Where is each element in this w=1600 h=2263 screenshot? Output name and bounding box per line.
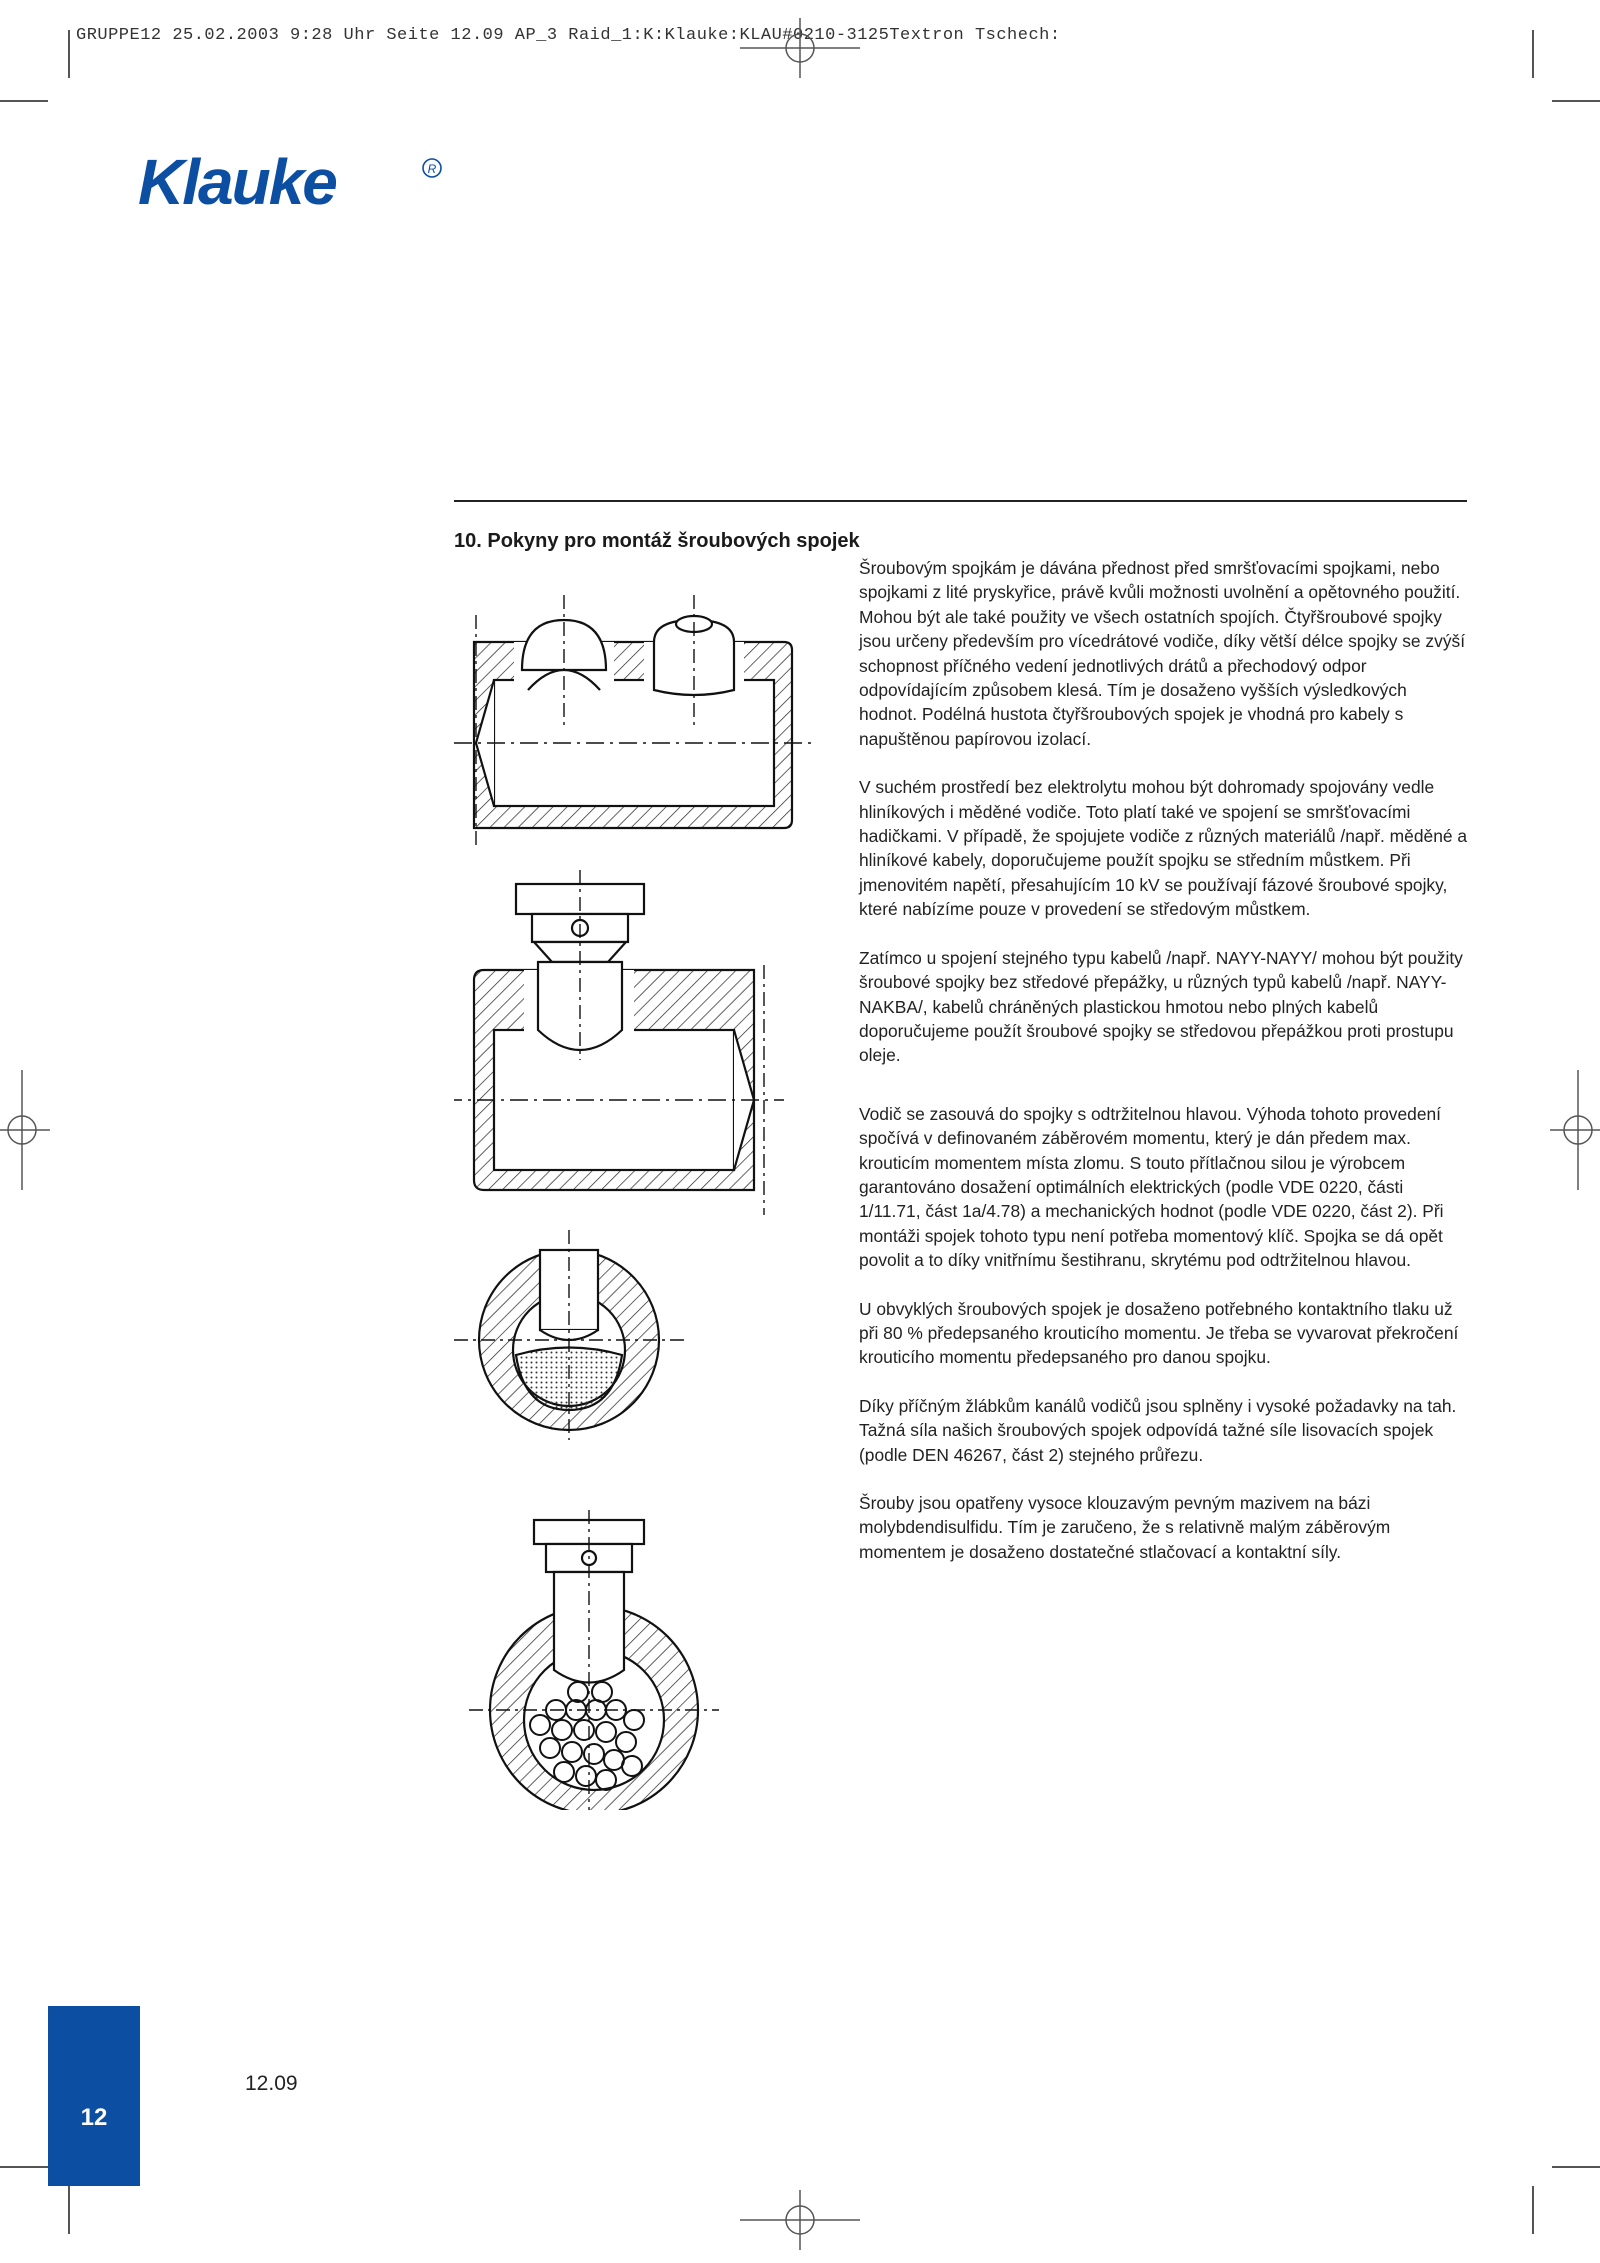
connector-side-view-2 — [454, 870, 784, 1215]
logo-wordmark: Klauke — [138, 148, 336, 218]
paragraph: Šroubovým spojkám je dávána přednost před smršťovacími spojkami, nebo spojkami z lité pryskyřice, právě kvůli možnosti uvolnění a opětovného použití. Mohou být ale také použity ve všech ostatních spojích. Čtyřšroubové spojky jsou určeny především pro vícedrátové vodiče, díky větší délce spojky se zvýší schopnost příčného vedení jednotlivých drátů a přechodový odpor odpovídajícím způsobem klesá. Tím je dosaženo vyšších výsledkových hodnot. Podélná hustota čtyřšroubových spojek je vhodná pro kabely s napuštěnou papírovou izolací. — [859, 558, 1466, 749]
crop-mark — [1552, 2166, 1600, 2168]
footer-code: 12.09 — [245, 2072, 298, 2095]
connector-side-view-1 — [454, 595, 814, 850]
registration-mark-top — [740, 18, 860, 78]
crop-mark — [1552, 100, 1600, 102]
crop-mark — [68, 30, 70, 78]
registration-mark-right — [1550, 1070, 1600, 1190]
section-title: 10. Pokyny pro montáž šroubových spojek — [454, 530, 860, 552]
section-rule — [454, 500, 1467, 502]
paragraph: Šrouby jsou opatřeny vysoce klouzavým pevným mazivem na bázi molybdendisulfidu. Tím je zaručeno, že s relativně malým záběrovým momentem je dosaženo dostatečné stlačovací a kontaktní síly. — [859, 1493, 1391, 1562]
technical-drawings — [454, 580, 814, 1810]
connector-cross-section-stranded — [469, 1510, 719, 1810]
crop-mark — [1532, 30, 1534, 78]
paragraph: V suchém prostředí bez elektrolytu mohou být dohromady spojovány vedle hliníkových i měděné vodiče. Toto platí také ve spojení se smršťovacími hadičkami. V případě, že spojujete vodiče z různých materiálů /např. měděné a hliníkové kabely, doporučujeme použít spojku se středním můstkem. Při jmenovitém napětí, přesahujícím 10 kV se používají fázové šroubové spojky, které nabízíme pouze v provedení se středovým můstkem. — [859, 777, 1468, 920]
paragraph: Díky příčným žlábkům kanálů vodičů jsou splněny i vysoké požadavky na tah. Tažná síla našich šroubových spojek odpovídá tažné síle lisovacích spojek (podle DEN 46267, část 2) stejného průřezu. — [859, 1395, 1457, 1465]
paragraph: Zatímco u spojení stejného typu kabelů /např. NAYY-NAYY/ mohou být použity šroubové spojky bez středové přepážky, u různých typů kabelů /např. NAYY-NAKBA/, kabelů chráněných plastickou hmotou nebo plných kabelů doporučujeme použít šroubové spojky se středovou přepážkou proti prostupu oleje. — [859, 947, 1463, 1066]
paragraph: Vodič se zasouvá do spojky s odtržitelnou hlavou. Výhoda tohoto provedení spočívá v definovaném záběrovém momentu, který je dán předem max. krouticím momentem místa zlomu. S touto přítlačnou silou je výrobcem garantováno dosažení optimálních elektrických (podle VDE 0220, části 1/11.71, část 1a/4.78) a mechanických hodnot (podle VDE 0220, část 2). Při montáži spojek tohoto typu není potřeba momentový klíč. Spojka se dá opět povolit a to díky vnitřnímu šestihranu, skrytému pod odtržitelnou hlavou. — [859, 1103, 1444, 1271]
connector-cross-section-solid — [454, 1230, 684, 1440]
crop-mark — [0, 2166, 48, 2168]
page-number-tab — [48, 2006, 140, 2186]
printer-slug: GRUPPE12 25.02.2003 9:28 Uhr Seite 12.09 AP_3 Raid_1:K:Klauke:KLAU#0210-3125Textron Tschech: — [76, 26, 1061, 45]
paragraph: U obvyklých šroubových spojek je dosaženo potřebného kontaktního tlaku už při 80 % předepsaného krouticího momentu. Je třeba se vyvarovat překročení krouticího momentu předepsaného pro danou spojku. — [859, 1298, 1459, 1368]
svg-text:R: R — [427, 162, 437, 176]
registration-mark-bottom — [740, 2190, 860, 2250]
crop-mark — [0, 100, 48, 102]
registration-mark-left — [0, 1070, 50, 1190]
body-text — [859, 556, 1469, 1588]
page-number: 12 — [80, 2104, 108, 2131]
crop-mark — [68, 2186, 70, 2234]
brand-logo — [138, 148, 448, 223]
crop-mark — [1532, 2186, 1534, 2234]
